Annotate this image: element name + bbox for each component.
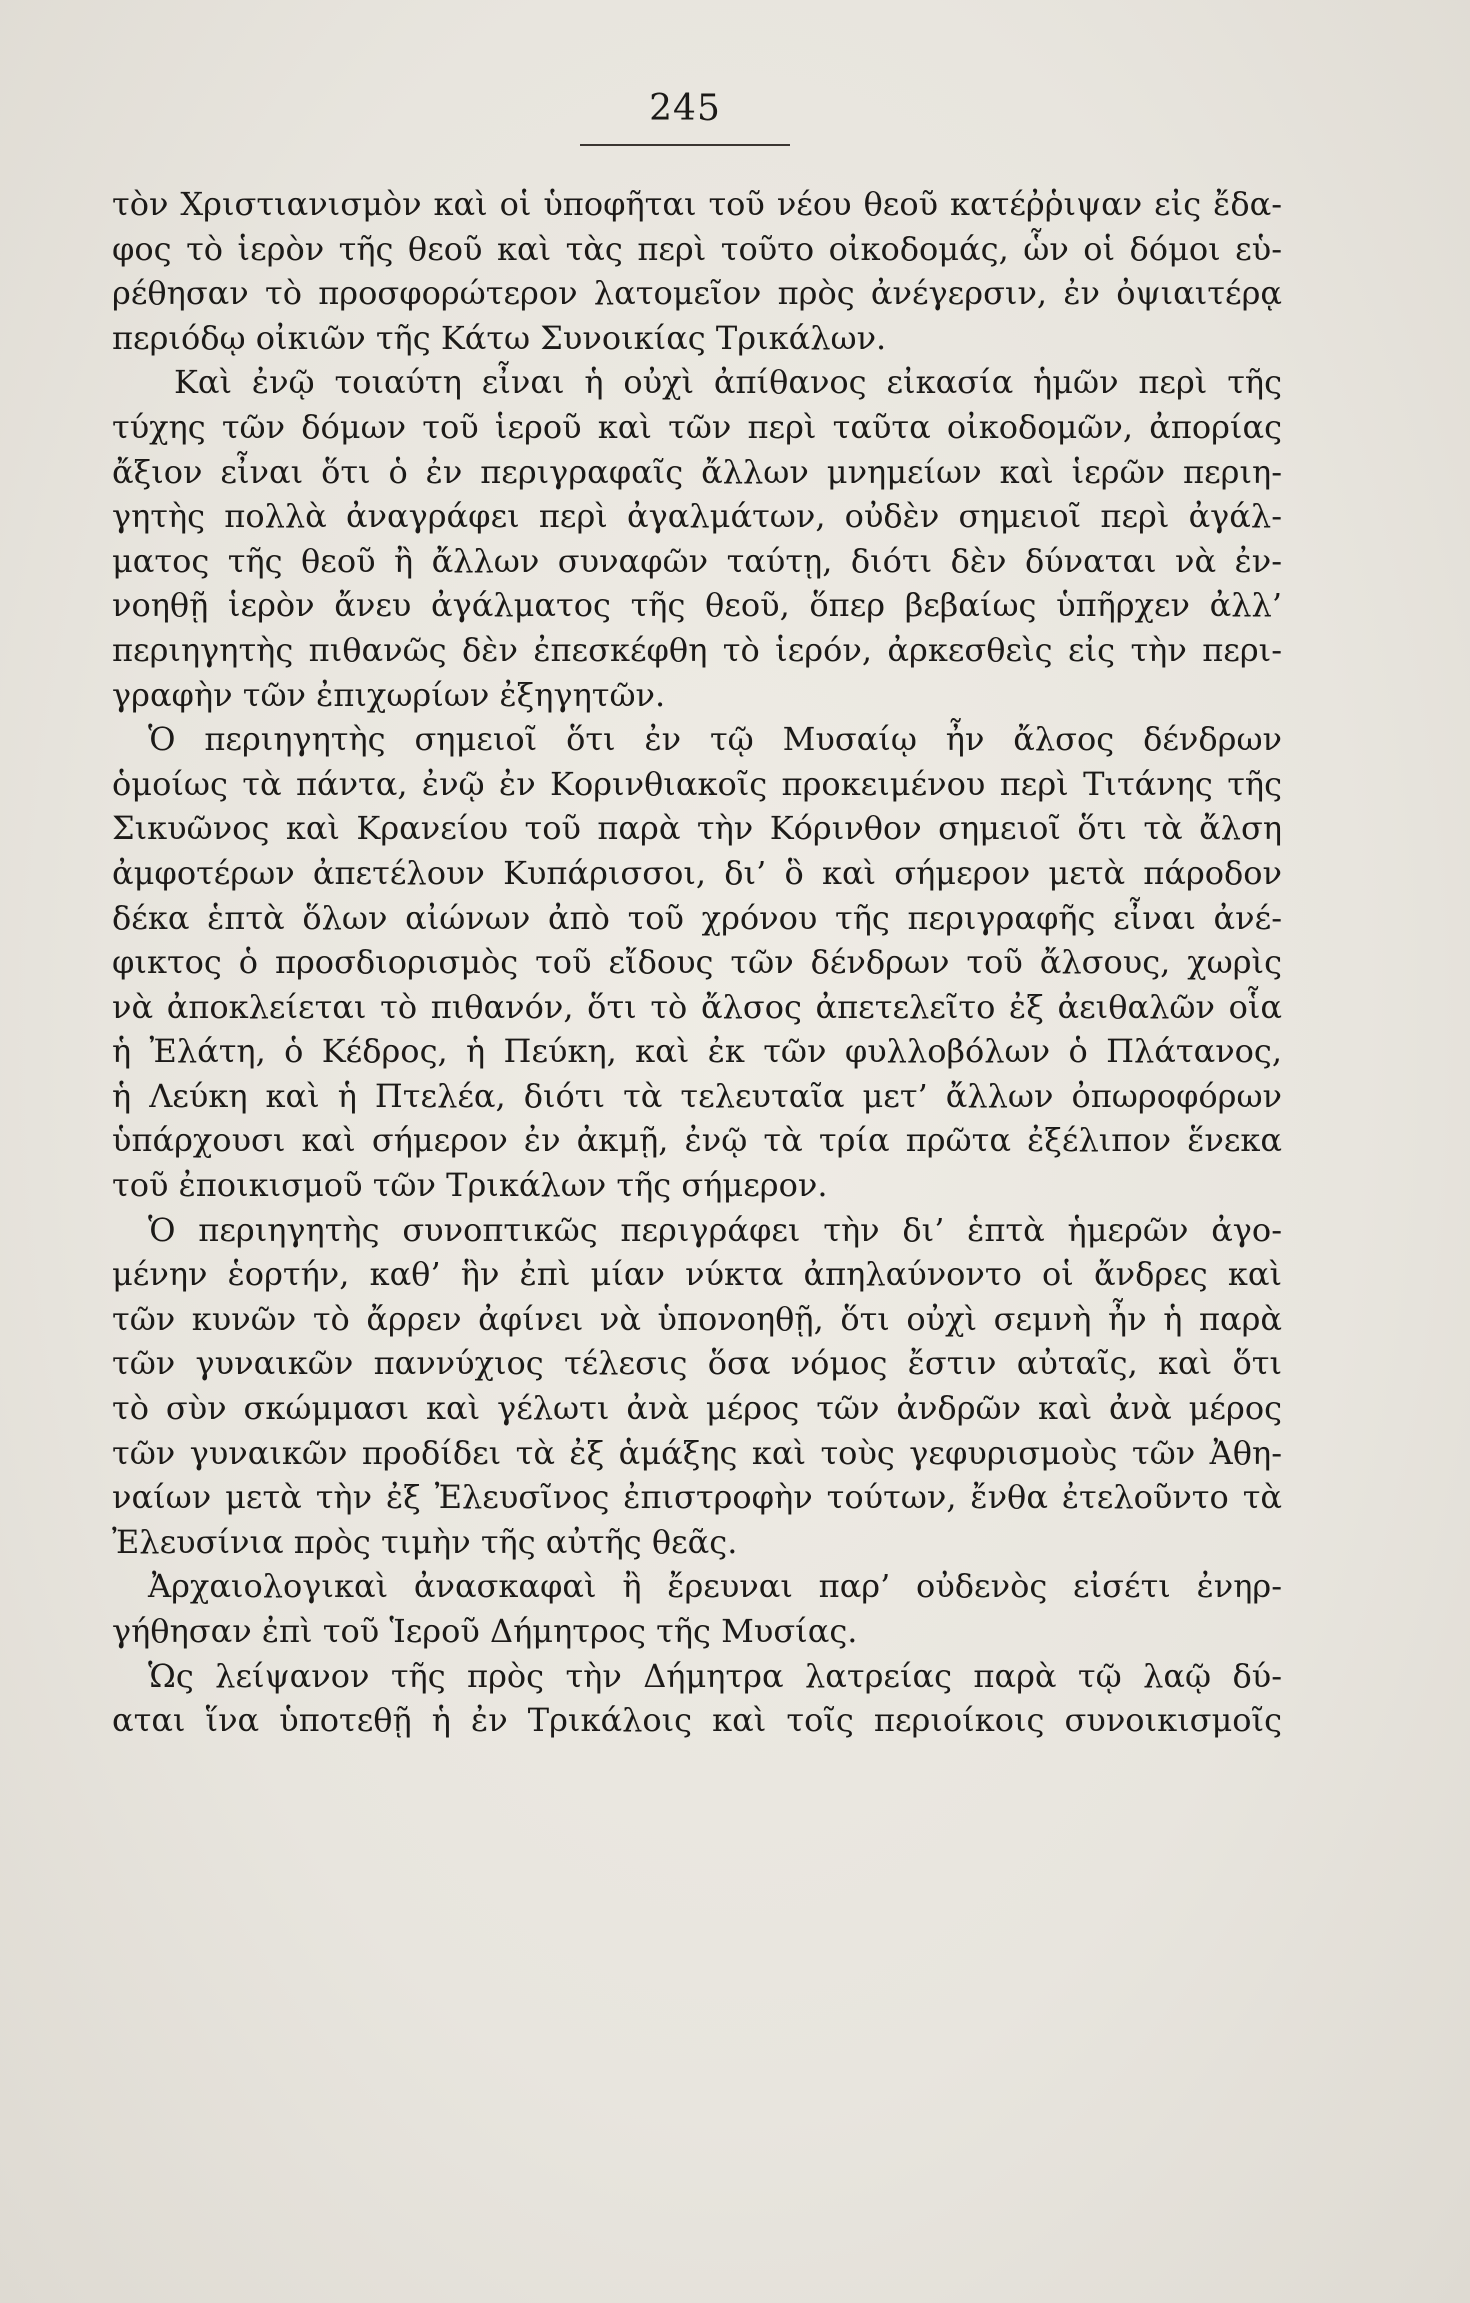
text-line: περιηγητὴς πιθανῶς δὲν ἐπεσκέφθη τὸ ἱερόν, ἀρκεσθεὶς εἰς τὴν περι-	[112, 630, 1282, 669]
header-rule	[580, 144, 790, 146]
text-line: ναίων μετὰ τὴν ἐξ Ἐλευσῖνος ἐπιστροφὴν τούτων, ἔνθα ἐτελοῦντο τὰ	[112, 1478, 1282, 1517]
text-line: Ἀρχαιολογικαὶ ἀνασκαφαὶ ἢ ἔρευναι παρ’ οὐδενὸς εἰσέτι ἐνηρ-	[148, 1567, 1282, 1606]
text-line: ὑπάρχουσι καὶ σήμερον ἐν ἀκμῇ, ἐνῷ τὰ τρία πρῶτα ἐξέλιπον ἕνεκα	[112, 1121, 1282, 1160]
text-line: ἡ Ἐλάτη, ὁ Κέδρος, ἡ Πεύκη, καὶ ἐκ τῶν φυλλοβόλων ὁ Πλάτανος,	[112, 1032, 1282, 1071]
text-line: τῶν γυναικῶν προδίδει τὰ ἐξ ἁμάξης καὶ τοὺς γεφυρισμοὺς τῶν Ἀθη-	[112, 1433, 1282, 1472]
text-line: ἡ Λεύκη καὶ ἡ Πτελέα, διότι τὰ τελευταῖα μετ’ ἄλλων ὀπωροφόρων	[112, 1076, 1282, 1115]
text-line: τοῦ ἐποικισμοῦ τῶν Τρικάλων τῆς σήμερον.	[112, 1166, 828, 1205]
text-line: γραφὴν τῶν ἐπιχωρίων ἐξηγητῶν.	[112, 675, 666, 714]
text-line: γήθησαν ἐπὶ τοῦ Ἱεροῦ Δήμητρος τῆς Μυσίας.	[112, 1612, 858, 1650]
text-line: ματος τῆς θεοῦ ἢ ἄλλων συναφῶν ταύτῃ, διότι δὲν δύναται νὰ ἐν-	[112, 541, 1282, 580]
text-line: ρέθησαν τὸ προσφορώτερον λατομεῖον πρὸς ἀνέγερσιν, ἐν ὀψιαιτέρᾳ	[112, 274, 1282, 313]
text-line: Ὁ περιηγητὴς συνοπτικῶς περιγράφει τὴν δι’ ἑπτὰ ἡμερῶν ἀγο-	[148, 1210, 1282, 1249]
text-line: τύχης τῶν δόμων τοῦ ἱεροῦ καὶ τῶν περὶ ταῦτα οἰκοδομῶν, ἀπορίας	[112, 407, 1282, 446]
text-line: ἀμφοτέρων ἀπετέλουν Κυπάρισσοι, δι’ ὃ καὶ σήμερον μετὰ πάροδον	[112, 853, 1282, 892]
text-line: φικτος ὁ προσδιορισμὸς τοῦ εἴδους τῶν δένδρων τοῦ ἄλσους, χωρὶς	[112, 943, 1282, 982]
text-line: δέκα ἑπτὰ ὅλων αἰώνων ἀπὸ τοῦ χρόνου τῆς περιγραφῆς εἶναι ἀνέ-	[112, 898, 1282, 937]
text-line: γητὴς πολλὰ ἀναγράφει περὶ ἀγαλμάτων, οὐδὲν σημειοῖ περὶ ἀγάλ-	[112, 497, 1282, 536]
text-line: περιόδῳ οἰκιῶν τῆς Κάτω Συνοικίας Τρικάλων.	[112, 318, 887, 357]
text-line: Σικυῶνος καὶ Κρανείου τοῦ παρὰ τὴν Κόρινθον σημειοῖ ὅτι τὰ ἄλση	[112, 809, 1282, 848]
text-line: ἄξιον εἶναι ὅτι ὁ ἐν περιγραφαῖς ἄλλων μνημείων καὶ ἱερῶν περιη-	[112, 452, 1282, 491]
text-line: μένην ἑορτήν, καθ’ ἣν ἐπὶ μίαν νύκτα ἀπηλαύνοντο οἱ ἄνδρες καὶ	[112, 1255, 1282, 1294]
text-line: τὸν Χριστιανισμὸν καὶ οἱ ὑποφῆται τοῦ νέου θεοῦ κατέῤῥιψαν εἰς ἔδα-	[112, 185, 1282, 223]
body-text	[112, 182, 1282, 1743]
text-line: Ὡς λείψανον τῆς πρὸς τὴν Δήμητρα λατρείας παρὰ τῷ λαῷ δύ-	[148, 1656, 1282, 1695]
text-line: Ὁ περιηγητὴς σημειοῖ ὅτι ἐν τῷ Μυσαίῳ ἦν ἄλσος δένδρων	[148, 720, 1282, 759]
text-line: τῶν γυναικῶν παννύχιος τέλεσις ὅσα νόμος ἔστιν αὐταῖς, καὶ ὅτι	[112, 1344, 1282, 1383]
text-line: φος τὸ ἱερὸν τῆς θεοῦ καὶ τὰς περὶ τοῦτο οἰκοδομάς, ὧν οἱ δόμοι εὑ-	[112, 229, 1282, 268]
page-number: 245	[649, 88, 721, 129]
text-line: τὸ σὺν σκώμμασι καὶ γέλωτι ἀνὰ μέρος τῶν ἀνδρῶν καὶ ἀνὰ μέρος	[112, 1389, 1282, 1428]
text-line: Ἐλευσίνια πρὸς τιμὴν τῆς αὐτῆς θεᾶς.	[112, 1522, 738, 1561]
text-line: αται ἵνα ὑποτεθῇ ἡ ἐν Τρικάλοις καὶ τοῖς περιοίκοις συνοικισμοῖς	[112, 1701, 1282, 1740]
text-line: τῶν κυνῶν τὸ ἄρρεν ἀφίνει νὰ ὑπονοηθῇ, ὅτι οὐχὶ σεμνὴ ἦν ἡ παρὰ	[112, 1299, 1282, 1338]
text-line: νοηθῇ ἱερὸν ἄνευ ἀγάλματος τῆς θεοῦ, ὅπερ βεβαίως ὑπῆρχεν ἀλλ’	[112, 586, 1282, 625]
text-line: νὰ ἀποκλείεται τὸ πιθανόν, ὅτι τὸ ἄλσος ἀπετελεῖτο ἐξ ἀειθαλῶν οἷα	[112, 987, 1282, 1026]
text-line: ὁμοίως τὰ πάντα, ἐνῷ ἐν Κορινθιακοῖς προκειμένου περὶ Τιτάνης τῆς	[112, 764, 1282, 803]
text-line: Καὶ ἐνῷ τοιαύτη εἶναι ἡ οὐχὶ ἀπίθανος εἰκασία ἡμῶν περὶ τῆς	[174, 363, 1282, 402]
